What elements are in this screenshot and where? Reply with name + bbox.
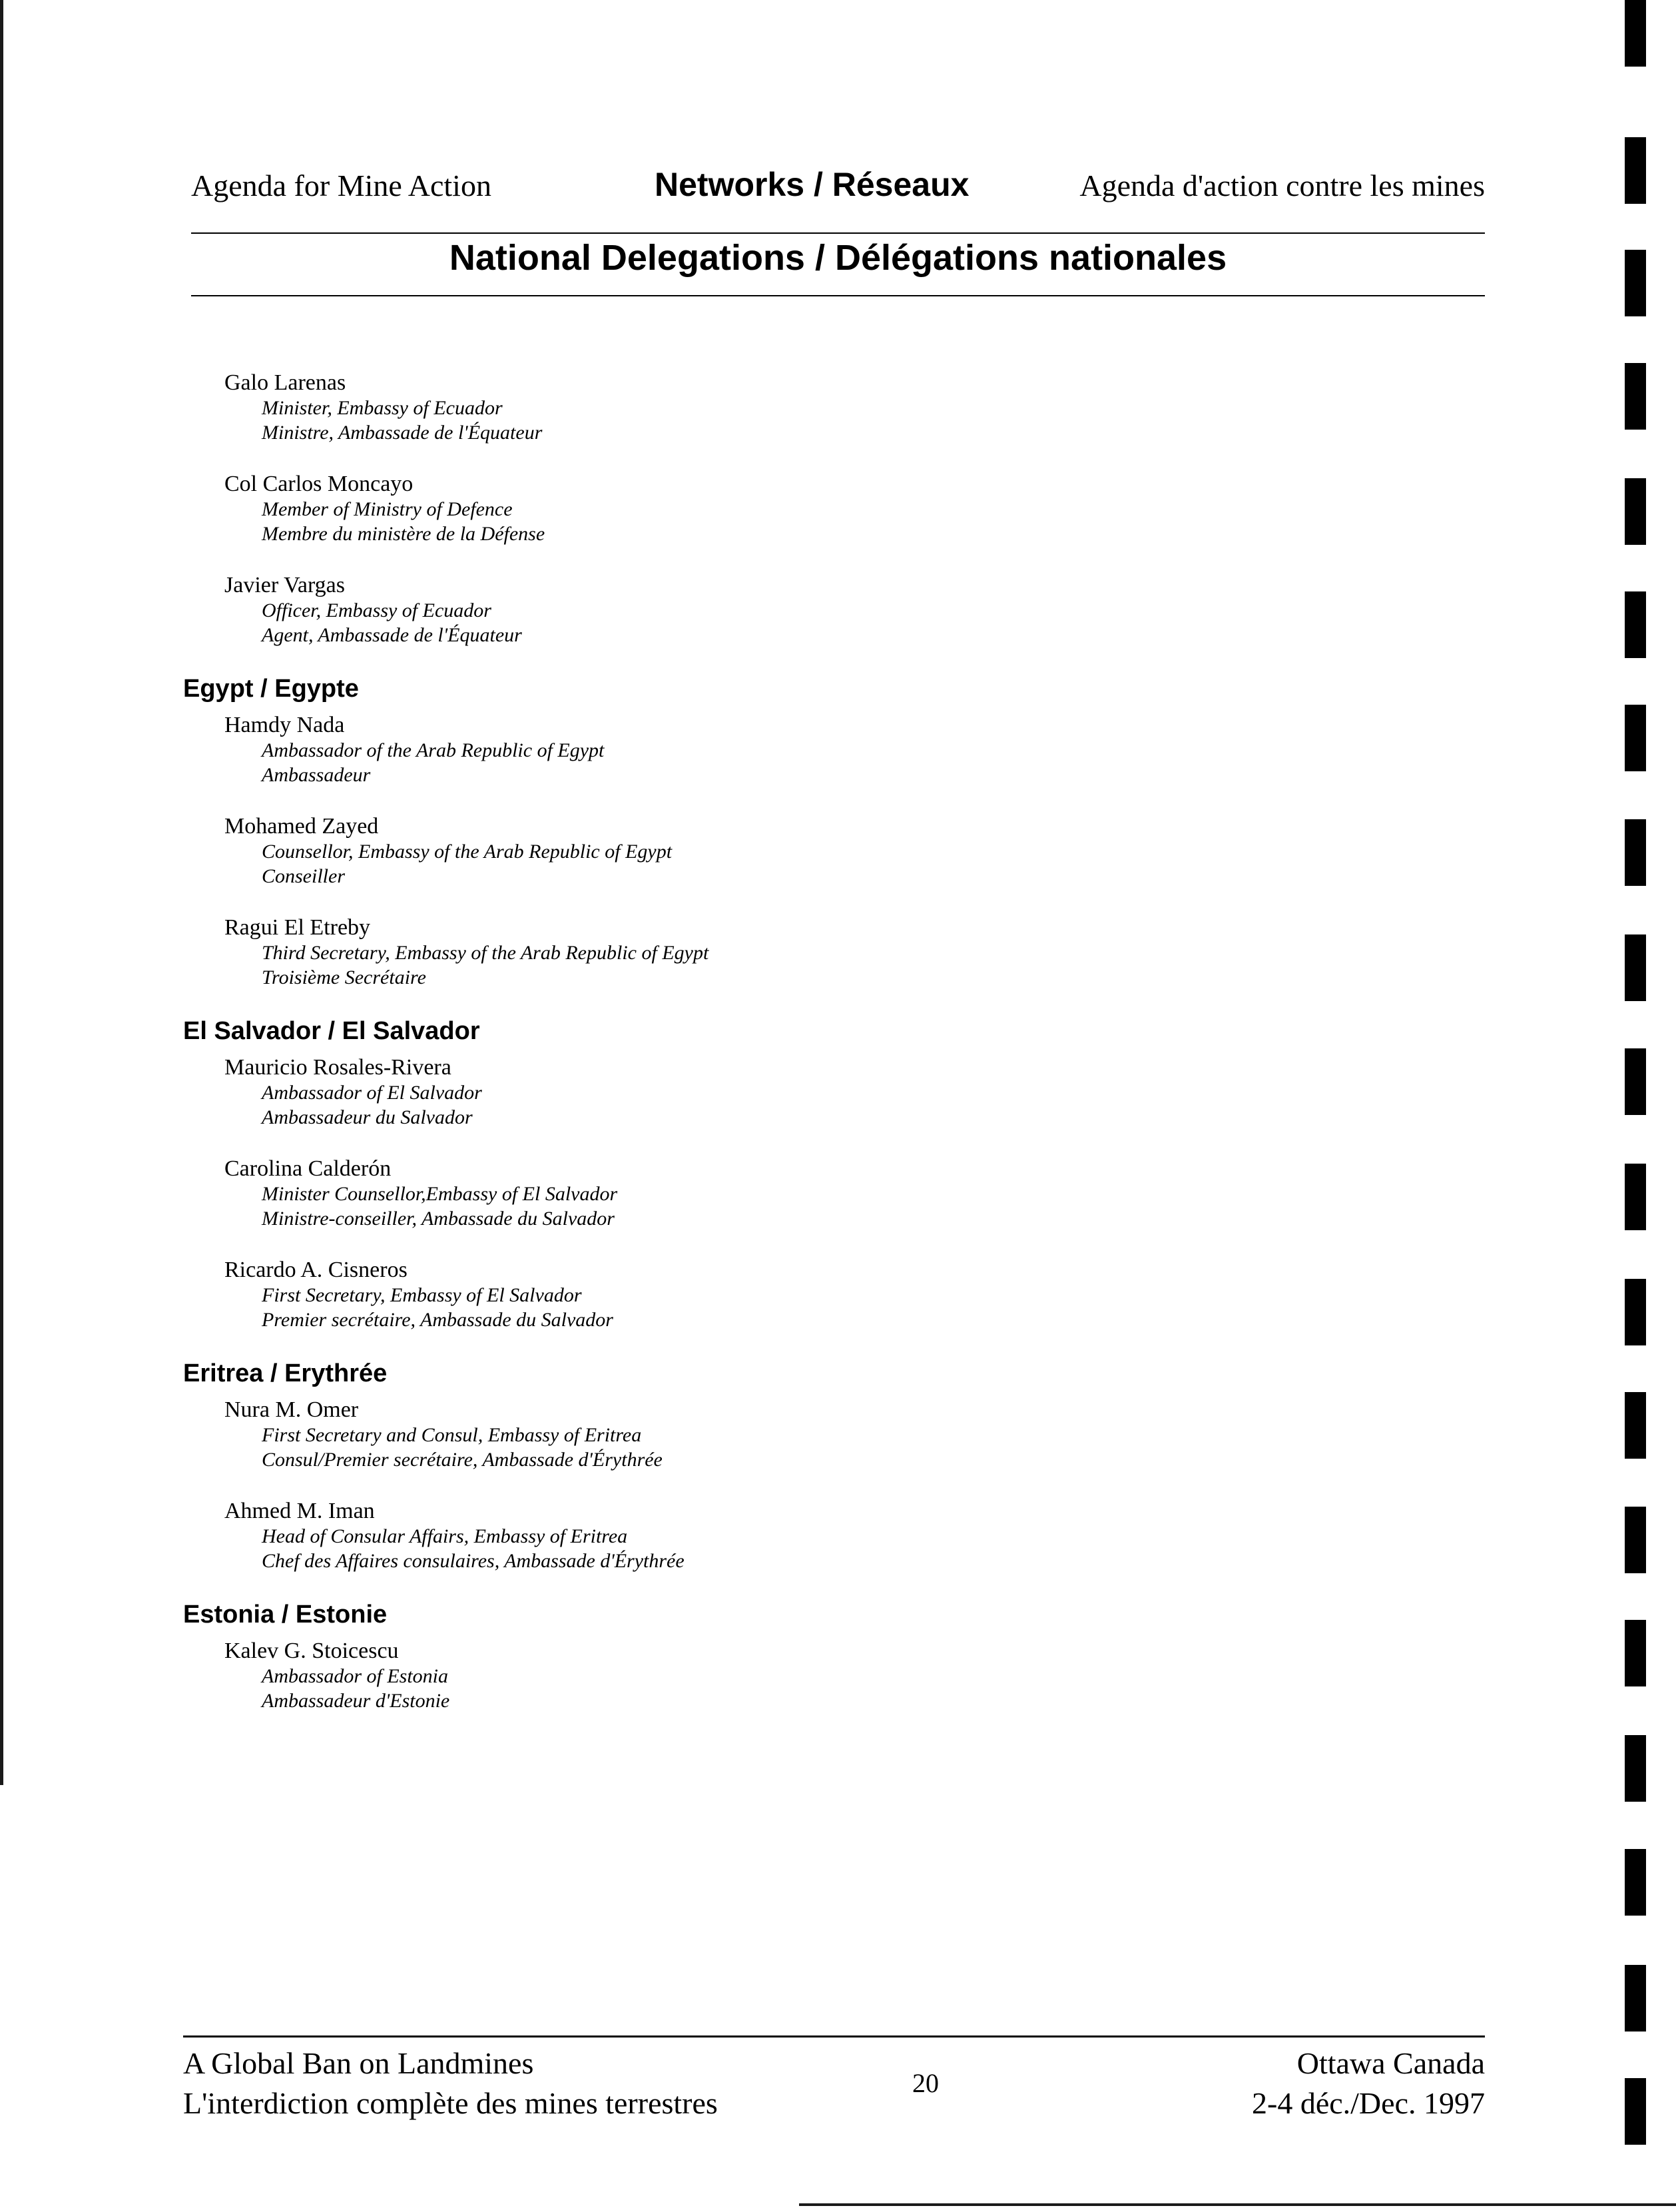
- country-heading: Eritrea / Erythrée: [183, 1359, 388, 1387]
- footer-right-line1: Ottawa Canada: [1296, 2046, 1485, 2080]
- header-center-title: Networks / Réseaux: [655, 166, 970, 203]
- delegate-title: Ministre-conseiller, Ambassade du Salvador: [262, 1208, 615, 1230]
- country-group: [183, 1016, 1249, 1332]
- binding-mark: [1625, 1507, 1646, 1573]
- delegate-entry: [183, 713, 1249, 787]
- delegate-name: Ahmed M. Iman: [224, 1499, 375, 1523]
- delegate-entry: [183, 1156, 1249, 1231]
- delegate-name: Nura M. Omer: [224, 1397, 359, 1422]
- delegate-title: Ambassador of Estonia: [262, 1665, 449, 1687]
- country-groups: [183, 674, 1249, 1713]
- binding-mark: [1625, 250, 1646, 316]
- footer-left-line1: A Global Ban on Landmines: [183, 2046, 534, 2080]
- delegate-title: Consul/Premier secrétaire, Ambassade d'Érythrée: [262, 1449, 663, 1471]
- delegate-name: Mauricio Rosales-Rivera: [224, 1055, 451, 1080]
- binding-mark: [1625, 705, 1646, 771]
- binding-mark: [1625, 1620, 1646, 1686]
- delegate-entry: [183, 1397, 1249, 1472]
- delegate-title: First Secretary, Embassy of El Salvador: [262, 1284, 582, 1306]
- delegate-name: Col Carlos Moncayo: [224, 472, 414, 496]
- delegation-list: [183, 370, 1249, 1740]
- binding-mark: [1625, 1279, 1646, 1345]
- delegate-name: Ragui El Etreby: [224, 915, 371, 940]
- delegate-entry: [183, 1639, 1249, 1713]
- binding-mark: [1625, 0, 1646, 67]
- delegate-name: Javier Vargas: [224, 573, 345, 597]
- page-number: 20: [912, 2068, 939, 2098]
- binding-mark: [1625, 591, 1646, 658]
- header-rule: [191, 232, 1485, 234]
- delegate-title: Head of Consular Affairs, Embassy of Eritrea: [262, 1525, 628, 1547]
- delegate-name: Galo Larenas: [224, 370, 346, 395]
- delegate-entry: [183, 814, 1249, 889]
- binding-mark: [1625, 819, 1646, 886]
- delegate-title: Minister, Embassy of Ecuador: [262, 397, 503, 419]
- binding-mark: [1625, 2078, 1646, 2145]
- footer-right: [1252, 2043, 1485, 2123]
- delegate-title: Chef des Affaires consulaires, Ambassade d'Érythrée: [262, 1550, 685, 1572]
- delegate-name: Kalev G. Stoicescu: [224, 1639, 399, 1663]
- delegate-title: Premier secrétaire, Ambassade du Salvador: [262, 1309, 613, 1331]
- section-title-rule: [191, 295, 1485, 296]
- delegate-entry: [183, 1055, 1249, 1130]
- delegate-title: Third Secretary, Embassy of the Arab Republic of Egypt: [262, 942, 709, 964]
- delegate-entry: [183, 1499, 1249, 1573]
- footer-right-line2: 2-4 déc./Dec. 1997: [1252, 2086, 1485, 2120]
- country-heading: Estonia / Estonie: [183, 1601, 388, 1629]
- footer-left: [183, 2043, 718, 2123]
- page-header: [191, 168, 1485, 214]
- binding-marks: [1625, 0, 1651, 2212]
- delegate-name: Hamdy Nada: [224, 713, 345, 737]
- binding-mark: [1625, 1048, 1646, 1115]
- delegate-entry: [183, 573, 1249, 647]
- delegate-title: Conseiller: [262, 865, 345, 887]
- delegate-title: Member of Ministry of Defence: [262, 498, 513, 520]
- binding-mark: [1625, 137, 1646, 204]
- delegate-title: Officer, Embassy of Ecuador: [262, 599, 491, 621]
- country-group: [183, 1600, 1249, 1713]
- binding-mark: [1625, 1965, 1646, 2031]
- delegate-title: Ambassadeur: [262, 764, 371, 786]
- delegate-title: Membre du ministère de la Défense: [262, 523, 545, 545]
- scan-left-edge: [0, 0, 3, 1785]
- binding-mark: [1625, 478, 1646, 545]
- delegate-title: Ambassadeur d'Estonie: [262, 1690, 450, 1712]
- delegate-title: Ambassador of El Salvador: [262, 1082, 482, 1104]
- header-right-title: Agenda d'action contre les mines: [1079, 169, 1485, 202]
- delegate-entry: [183, 1258, 1249, 1332]
- binding-mark: [1625, 363, 1646, 430]
- country-group: [183, 674, 1249, 990]
- binding-mark: [1625, 1392, 1646, 1459]
- delegate-title: Ambassador of the Arab Republic of Egypt: [262, 739, 605, 761]
- delegate-title: Ministre, Ambassade de l'Équateur: [262, 422, 543, 444]
- delegate-name: Carolina Calderón: [224, 1156, 392, 1181]
- footer-left-line2: L'interdiction complète des mines terrestres: [183, 2086, 718, 2120]
- binding-mark: [1625, 934, 1646, 1001]
- delegate-title: First Secretary and Consul, Embassy of Eritrea: [262, 1424, 642, 1446]
- delegate-title: Troisième Secrétaire: [262, 966, 426, 988]
- binding-mark: [1625, 1164, 1646, 1230]
- binding-mark: [1625, 1735, 1646, 1802]
- delegate-title: Ambassadeur du Salvador: [262, 1106, 473, 1128]
- binding-mark: [1625, 1849, 1646, 1916]
- leading-entries: [183, 370, 1249, 647]
- delegate-entry: [183, 915, 1249, 990]
- country-heading: Egypt / Egypte: [183, 675, 359, 703]
- header-left-title: Agenda for Mine Action: [191, 169, 491, 202]
- section-title: National Delegations / Délégations nationales: [449, 238, 1227, 278]
- delegate-name: Ricardo A. Cisneros: [224, 1258, 408, 1282]
- delegate-title: Counsellor, Embassy of the Arab Republic of Egypt: [262, 841, 673, 863]
- country-heading: El Salvador / El Salvador: [183, 1017, 480, 1045]
- scan-bottom-edge: [799, 2203, 1676, 2206]
- delegate-title: Agent, Ambassade de l'Équateur: [262, 624, 522, 646]
- footer-rule: [183, 2035, 1485, 2037]
- delegate-entry: [183, 370, 1249, 445]
- delegate-name: Mohamed Zayed: [224, 814, 379, 839]
- delegate-title: Minister Counsellor,Embassy of El Salvador: [262, 1183, 618, 1205]
- delegate-entry: [183, 472, 1249, 546]
- country-group: [183, 1359, 1249, 1573]
